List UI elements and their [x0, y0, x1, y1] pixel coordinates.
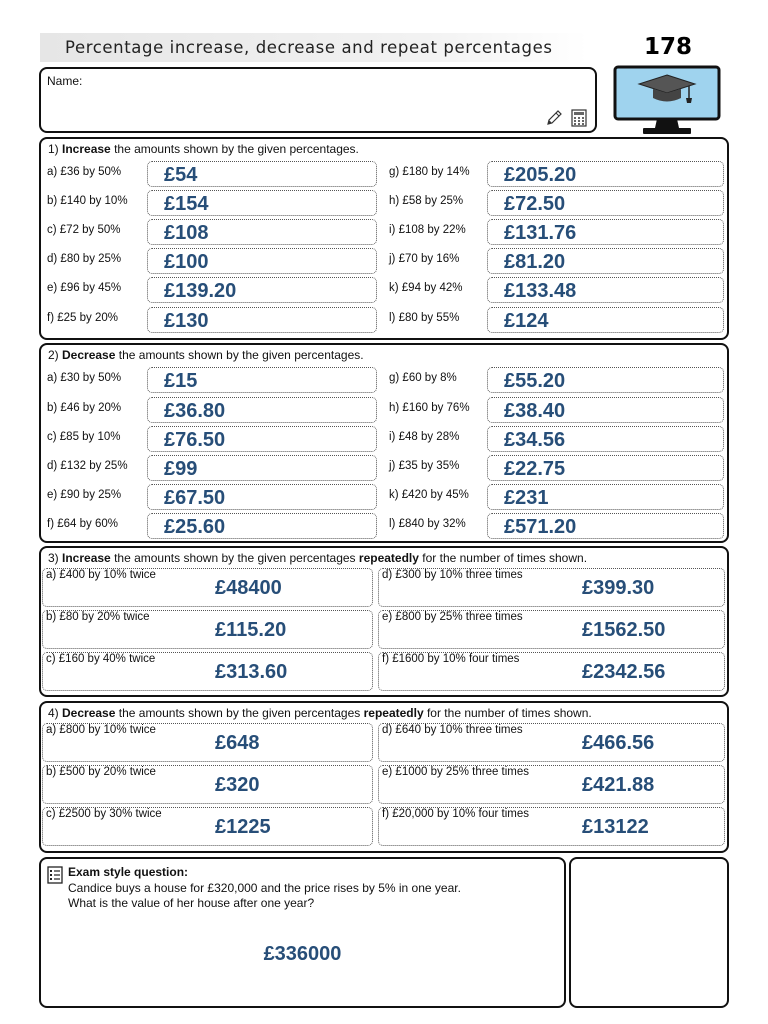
section-repeat-increase: [39, 546, 729, 697]
answer-box[interactable]: £133.48: [487, 277, 724, 303]
repeat-question-box[interactable]: [378, 652, 725, 691]
answer-box[interactable]: £15: [147, 367, 377, 393]
question-label: d) £80 by 25%: [47, 253, 122, 265]
answer-value: £648: [215, 732, 260, 754]
answer-value: £421.88: [582, 774, 655, 796]
repeat-question-box[interactable]: [42, 807, 373, 846]
answer-box[interactable]: £130: [147, 307, 377, 333]
section-repeat-decrease: [39, 701, 729, 853]
repeat-question-box[interactable]: [42, 723, 373, 762]
question-label: b) £500 by 20% twice: [46, 766, 156, 778]
name-field[interactable]: [39, 67, 597, 133]
answer-value: £466.56: [582, 732, 655, 754]
question-label: a) £800 by 10% twice: [46, 724, 156, 736]
section-heading: 3) Increase the amounts shown by the given percentages repeatedly for the number of times shown.: [48, 551, 588, 565]
answer-box[interactable]: £131.76: [487, 219, 724, 245]
answer-box[interactable]: £76.50: [147, 426, 377, 452]
answer-box[interactable]: £67.50: [147, 484, 377, 510]
answer-box[interactable]: £99: [147, 455, 377, 481]
answer-value: £399.30: [582, 577, 655, 599]
question-label: i) £48 by 28%: [389, 431, 460, 443]
question-label: d) £300 by 10% three times: [382, 569, 523, 581]
question-label: l) £840 by 32%: [389, 518, 466, 530]
question-label: f) £1600 by 10% four times: [382, 653, 520, 665]
answer-box[interactable]: £38.40: [487, 397, 724, 423]
answer-value: £320: [215, 774, 260, 796]
section-increase: [39, 137, 729, 340]
repeat-question-box[interactable]: [42, 610, 373, 649]
question-label: a) £30 by 50%: [47, 372, 122, 384]
question-label: g) £60 by 8%: [389, 372, 457, 384]
answer-box[interactable]: £54: [147, 161, 377, 187]
worksheet-number: 178: [643, 34, 692, 60]
answer-box[interactable]: £22.75: [487, 455, 724, 481]
question-label: e) £96 by 45%: [47, 282, 122, 294]
exam-question-box: [39, 857, 566, 1008]
exam-answer: £336000: [263, 943, 342, 965]
answer-value: £13122: [582, 816, 649, 838]
answer-box[interactable]: £154: [147, 190, 377, 216]
answer-value: £2342.56: [582, 661, 666, 683]
question-label: k) £420 by 45%: [389, 489, 469, 501]
question-label: a) £36 by 50%: [47, 166, 122, 178]
section-heading: 4) Decrease the amounts shown by the given percentages repeatedly for the number of times shown.: [48, 706, 592, 720]
exam-title: Exam style question:: [68, 865, 189, 879]
section-decrease: [39, 343, 729, 543]
question-label: j) £70 by 16%: [389, 253, 460, 265]
question-label: f) £25 by 20%: [47, 312, 118, 324]
question-label: c) £85 by 10%: [47, 431, 121, 443]
question-label: b) £46 by 20%: [47, 402, 122, 414]
answer-box[interactable]: £55.20: [487, 367, 724, 393]
question-label: d) £640 by 10% three times: [382, 724, 523, 736]
question-label: c) £2500 by 30% twice: [46, 808, 162, 820]
answer-value: £1225: [215, 816, 271, 838]
section-heading: 2) Decrease the amounts shown by the given percentages.: [48, 348, 364, 362]
repeat-question-box[interactable]: [378, 568, 725, 607]
question-label: b) £140 by 10%: [47, 195, 128, 207]
repeat-question-box[interactable]: [42, 652, 373, 691]
question-label: d) £132 by 25%: [47, 460, 128, 472]
answer-box[interactable]: £25.60: [147, 513, 377, 539]
repeat-question-box[interactable]: [378, 723, 725, 762]
answer-value: £1562.50: [582, 619, 666, 641]
computer-graduation-cap-icon: [613, 65, 721, 136]
question-label: i) £108 by 22%: [389, 224, 466, 236]
answer-box[interactable]: £571.20: [487, 513, 724, 539]
question-label: g) £180 by 14%: [389, 166, 470, 178]
question-label: b) £80 by 20% twice: [46, 611, 150, 623]
question-label: h) £160 by 76%: [389, 402, 470, 414]
section-heading: 1) Increase the amounts shown by the given percentages.: [48, 142, 359, 156]
answer-box[interactable]: £139.20: [147, 277, 377, 303]
repeat-question-box[interactable]: [378, 807, 725, 846]
name-label: Name:: [47, 74, 83, 88]
answer-value: £313.60: [215, 661, 288, 683]
answer-box[interactable]: £34.56: [487, 426, 724, 452]
working-space-box[interactable]: [569, 857, 729, 1008]
answer-box[interactable]: £231: [487, 484, 724, 510]
answer-box[interactable]: £36.80: [147, 397, 377, 423]
exam-line-2: What is the value of her house after one year?: [68, 896, 315, 910]
question-label: a) £400 by 10% twice: [46, 569, 156, 581]
answer-value: £48400: [215, 577, 282, 599]
question-label: k) £94 by 42%: [389, 282, 463, 294]
question-label: f) £64 by 60%: [47, 518, 118, 530]
worksheet-title: Percentage increase, decrease and repeat percentages: [40, 33, 588, 62]
repeat-question-box[interactable]: [378, 610, 725, 649]
exam-line-1: Candice buys a house for £320,000 and the price rises by 5% in one year.: [68, 881, 461, 895]
repeat-question-box[interactable]: [378, 765, 725, 804]
question-label: h) £58 by 25%: [389, 195, 464, 207]
answer-box[interactable]: £100: [147, 248, 377, 274]
question-label: c) £72 by 50%: [47, 224, 121, 236]
answer-box[interactable]: £81.20: [487, 248, 724, 274]
question-label: f) £20,000 by 10% four times: [382, 808, 530, 820]
question-label: j) £35 by 35%: [389, 460, 460, 472]
answer-box[interactable]: £205.20: [487, 161, 724, 187]
calculator-icon: [571, 109, 587, 127]
question-label: e) £800 by 25% three times: [382, 611, 523, 623]
question-label: e) £1000 by 25% three times: [382, 766, 530, 778]
answer-value: £115.20: [215, 619, 287, 641]
answer-box[interactable]: £124: [487, 307, 724, 333]
checklist-icon: [47, 866, 63, 884]
question-label: l) £80 by 55%: [389, 312, 460, 324]
question-label: c) £160 by 40% twice: [46, 653, 156, 665]
pencil-icon: [545, 109, 563, 127]
repeat-question-box[interactable]: [42, 568, 373, 607]
repeat-question-box[interactable]: [42, 765, 373, 804]
question-label: e) £90 by 25%: [47, 489, 122, 501]
answer-box[interactable]: £108: [147, 219, 377, 245]
answer-box[interactable]: £72.50: [487, 190, 724, 216]
